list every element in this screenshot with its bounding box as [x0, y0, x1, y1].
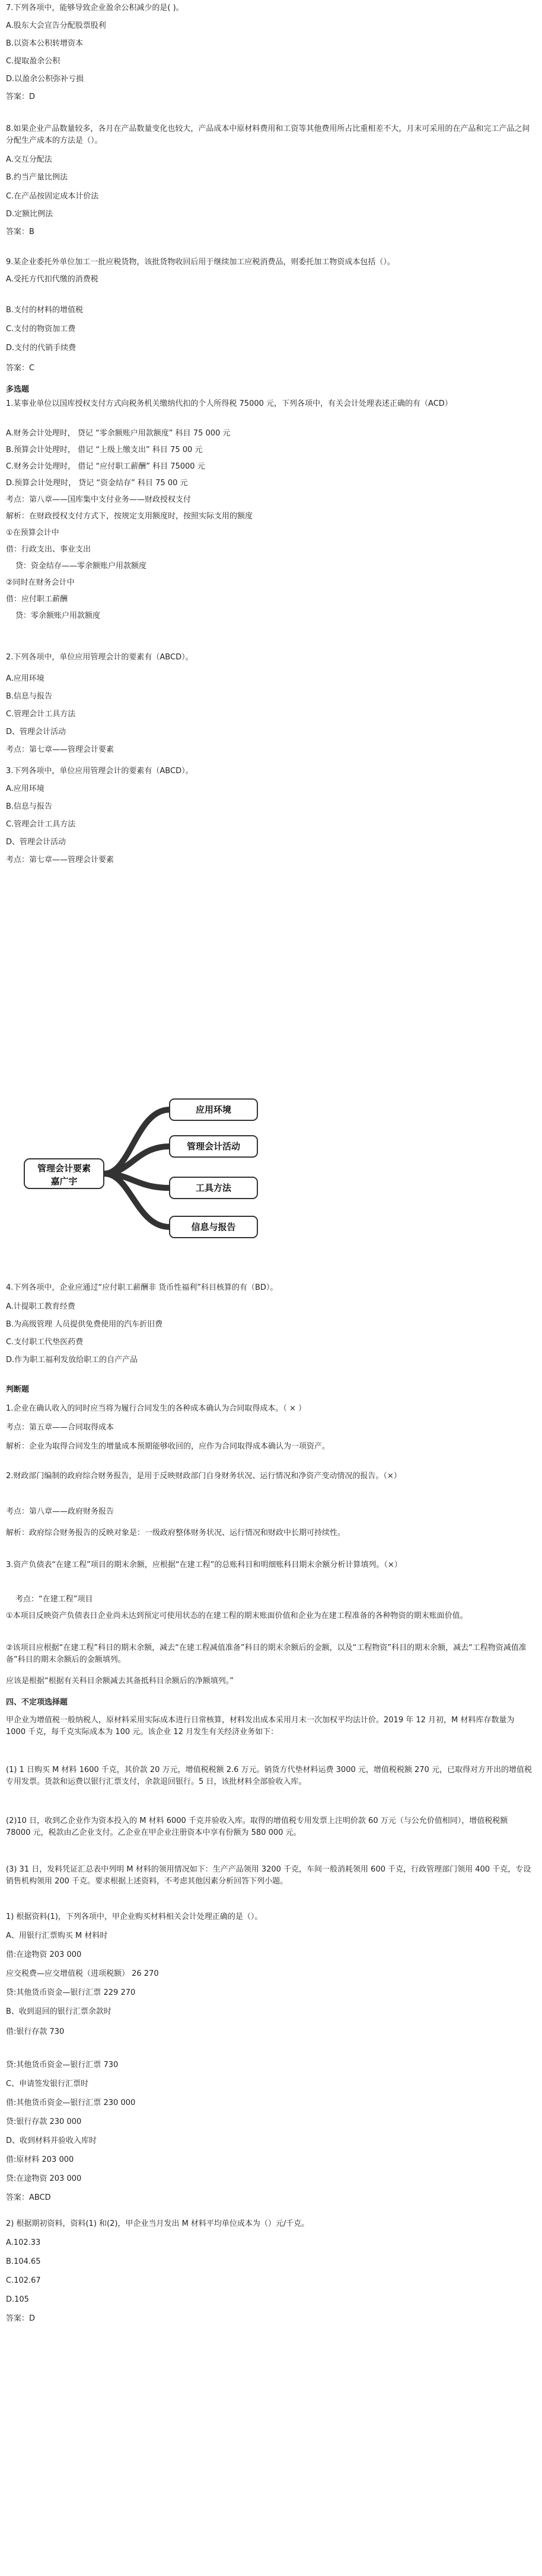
journal-line: 借:其他货币资金—银行汇票 230 000: [6, 2098, 136, 2107]
case-item-2: (2)10 日，收到乙企业作为资本投入的 M 材料 6000 千克并验收入库。取得的增值税专用发票上注明价款 60 万元（与公允价值相同），增值税税额 78000 元，税款由乙企业支付。乙企业在甲企业注册资本中享有份额为 580 000 元。: [6, 1816, 508, 1837]
branch-1: [104, 1110, 170, 1174]
answer: 答案：D: [6, 2314, 36, 2323]
journal-debit: 借：应付职工薪酬: [6, 595, 68, 604]
option-b: B、收到退回的银行汇票余款时: [6, 2007, 111, 2016]
multi-question-4: 4.下列各项中，企业应通过“应付职工薪酬非 货币性福利”科目核算的有（BD）。: [6, 1283, 278, 1292]
option-d: D.支付的代销手续费: [6, 344, 76, 353]
exam-point: 考点：第七章——管理会计要素: [6, 745, 114, 754]
analysis-part-1: ①本项目反映资产负债表日企业尚未达到预定可使用状态的在建工程的期末账面价值和企业为在建工程准备的各种物资的期末账面价值。: [6, 1611, 468, 1620]
question-7: 7.下列各项中，能够导致企业盈余公积减少的是( )。: [6, 4, 184, 12]
exam-point: 考点：第七章——管理会计要素: [6, 856, 114, 864]
case-intro: 甲企业为增值税一般纳税人，原材料采用实际成本进行日常核算，材料发出成本采用月末一次加权平均法计价。2019 年 12 月初，M 材料库存数量为 1000 千克，每千克实际成本为 100 元。该企业 12 月发生有关经济业务如下：: [6, 1716, 515, 1736]
mind-map-diagram: [24, 1093, 285, 1253]
case-item-1: (1) 1 日购买 M 材料 1600 千克，其价款 20 万元，增值税税额 2.6 万元。销货方代垫材料运费 3000 元，增值税税额 270 元，已取得对方开出的增值税专用发票。货款和运费以银行汇票支付，余款退回银行。5 日，该批材料全部验收入库。: [6, 1766, 532, 1786]
option-c: C.支付的物资加工费: [6, 325, 76, 334]
option-b: B.信息与报告: [6, 802, 53, 811]
option-a: A.应用环境: [6, 784, 44, 793]
analysis-part-3: 应该是根据“根据有关科目余额减去其备抵科目余额后的净额填列。”: [6, 1677, 234, 1686]
option-d: D.预算会计处理时， 贷记 “资金结存” 科目 75 00 元: [6, 479, 188, 488]
journal-line: 借:原材料 203 000: [6, 2155, 74, 2164]
option-c: C.管理会计工具方法: [6, 710, 76, 719]
mind-map-leaf: 管理会计活动: [169, 1135, 258, 1158]
answer: 答案：ABCD: [6, 2193, 51, 2202]
mind-map-leaf: 应用环境: [169, 1098, 258, 1121]
option-c: C.102.67: [6, 2276, 41, 2285]
journal-line: 贷:其他货币资金—银行汇票 730: [6, 2061, 119, 2069]
journal-line: 贷:其他货币资金—银行汇票 229 270: [6, 1988, 136, 1997]
case-item-3: (3) 31 日，发料凭证汇总表中列明 M 材料的领用情况如下：生产产品领用 3200 千克，车间一般消耗领用 600 千克，行政管理部门领用 400 千克，专设销售机构领用 200 千克。要求根据上述资料，不考虑其他因素分析回答下列小题。: [6, 1865, 531, 1886]
option-c: C.支付职工代垫医药费: [6, 1338, 84, 1347]
answer: 答案：B: [6, 228, 34, 236]
judge-question-1: 1.企业在确认收入的同时应当将为履行合同发生的各种成本确认为合同取得成本。（ × ）: [6, 1404, 307, 1413]
option-c: C.在产品按固定成本计价法: [6, 192, 99, 201]
section-heading-multi: 多选题: [6, 385, 30, 394]
answer: 答案：D: [6, 92, 36, 101]
journal-debit: 借：行政支出、事业支出: [6, 545, 91, 554]
option-a: A.股东大会宣告分配股票股利: [6, 21, 106, 30]
option-d: D、管理会计活动: [6, 838, 66, 847]
journal-line: 应交税费—应交增值税（进项税额） 26 270: [6, 1969, 159, 1978]
option-d: D、收到材料并验收入库时: [6, 2136, 97, 2145]
analysis: 解析：企业为取得合同发生的增量成本预期能够收回的，应作为合同取得成本确认为一项资产。: [6, 1442, 330, 1451]
answer: 答案：C: [6, 364, 35, 373]
branch-2: [104, 1146, 170, 1174]
mind-map-leaf: 信息与报告: [169, 1216, 258, 1238]
option-a: A.计提职工教育经费: [6, 1302, 75, 1311]
question-9: 9.某企业委托外单位加工一批应税货物，该批货物收回后用于继续加工应税消费品，则委托加工物资成本包括（）。: [6, 258, 395, 267]
sub-question-2: 2) 根据期初资料，资料(1) 和(2)，甲企业当月发出 M 材料平均单位成本为（）元/千克。: [6, 2219, 310, 2228]
analysis: 解析：政府综合财务报告的反映对象是：一级政府整体财务状况、运行情况和财政中长期可持续性。: [6, 1529, 346, 1537]
option-c: C.财务会计处理时， 借记 “应付职工薪酬” 科目 75000 元: [6, 462, 205, 471]
option-c: C.管理会计工具方法: [6, 820, 76, 829]
analysis-step-2: ②同时在财务会计中: [6, 578, 75, 587]
center-title: 管理会计要素: [37, 1163, 91, 1174]
option-b: B.104.65: [6, 2257, 41, 2266]
option-b: B.支付的材料的增值税: [6, 306, 84, 315]
option-d: D.105: [6, 2295, 29, 2304]
option-b: B.以资本公积转增资本: [6, 39, 84, 48]
option-d: D.作为职工福利发放给职工的自产产品: [6, 1356, 138, 1364]
option-a: A.交互分配法: [6, 155, 52, 164]
multi-question-1: 1.某事业单位以国库授权支付方式向税务机关缴纳代扣的个人所得税 75000 元，下列各项中，有关会计处理表述正确的有（ACD）: [6, 399, 452, 408]
exam-point: 考点：第五章——合同取得成本: [6, 1423, 114, 1432]
multi-question-2: 2.下列各项中，单位应用管理会计的要素有（ABCD）。: [6, 653, 193, 662]
option-b: B.信息与报告: [6, 692, 53, 701]
option-b: B.预算会计处理时， 借记 “上级上缴支出” 科目 75 00 元: [6, 446, 203, 454]
journal-line: 贷:在途物资 203 000: [6, 2174, 82, 2183]
option-c: C.提取盈余公积: [6, 57, 60, 66]
journal-line: 借:银行存款 730: [6, 2027, 65, 2036]
section-heading-judge: 判断题: [6, 1385, 30, 1394]
mind-map-center: [24, 1158, 104, 1189]
journal-line: 借:在途物资 203 000: [6, 1950, 82, 1959]
option-d: D.以盈余公积弥补亏损: [6, 75, 84, 84]
section-heading-indefinite: 四、不定项选择题: [6, 1698, 68, 1707]
option-a: A.受托方代扣代缴的消费税: [6, 275, 98, 284]
exam-point: 考点：第八章——国库集中支付业务——财政授权支付: [6, 495, 192, 504]
journal-credit: 贷：资金结存——零余额账户用款额度: [15, 562, 147, 571]
judge-question-2: 2.财政部门编制的政府综合财务报告，是用于反映财政部门自身财务状况、运行情况和净资产变动情况的报告。（×）: [6, 1472, 401, 1481]
option-b: B.为高级管理 人员提供免费使用的汽车折旧费: [6, 1320, 163, 1329]
option-a: A.应用环境: [6, 674, 44, 683]
option-d: D.定额比例法: [6, 210, 53, 219]
exam-point: 考点：第八章——政府财务报告: [6, 1507, 114, 1516]
multi-question-3: 3.下列各项中，单位应用管理会计的要素有（ABCD）。: [6, 767, 193, 776]
exam-point: 考点：“在建工程”项目: [15, 1595, 93, 1604]
analysis-part-2: ②该项目应根据“在建工程”科目的期末余额，减去“在建工程减值准备”科目的期末余额后的金额，以及“工程物资”科目的期末余额，减去“工程物资减值准备”科目的期末余额后的金额填列。: [6, 1643, 527, 1664]
center-subtitle: 嘉广宇: [50, 1176, 78, 1187]
analysis-step-1: ①在预算会计中: [6, 528, 59, 537]
option-d: D、管理会计活动: [6, 728, 66, 736]
journal-line: 贷:银行存款 230 000: [6, 2117, 82, 2126]
option-b: B.约当产量比例法: [6, 173, 68, 182]
mind-map-leaf: 工具方法: [169, 1177, 258, 1199]
option-c: C、申请签发银行汇票时: [6, 2080, 89, 2088]
option-a: A、用银行汇票购买 M 材料时: [6, 1931, 108, 1940]
journal-credit: 贷：零余额账户用款额度: [15, 611, 101, 620]
option-a: A.财务会计处理时， 贷记 “零余额账户用款额度” 科目 75 000 元: [6, 429, 231, 438]
option-a: A.102.33: [6, 2238, 41, 2247]
sub-question-1: 1) 根据资料(1)，下列各项中，甲企业购买材料相关会计处理正确的是（）。: [6, 1912, 263, 1921]
analysis: 解析：在财政授权支付方式下，按规定支用额度时，按照实际支用的额度: [6, 512, 253, 521]
judge-question-3: 3.资产负债表“在建工程”项目的期末余额，应根据“在建工程”的总账科目和明细账科目期末余额分析计算填列。（×）: [6, 1561, 402, 1569]
question-8: 8.如果企业产品数量较多，各月在产品数量变化也较大，产品成本中原材料费用和工资等其他费用所占比重相差不大，月末可采用的在产品和完工产品之间分配生产成本的方法是（）。: [6, 124, 530, 145]
